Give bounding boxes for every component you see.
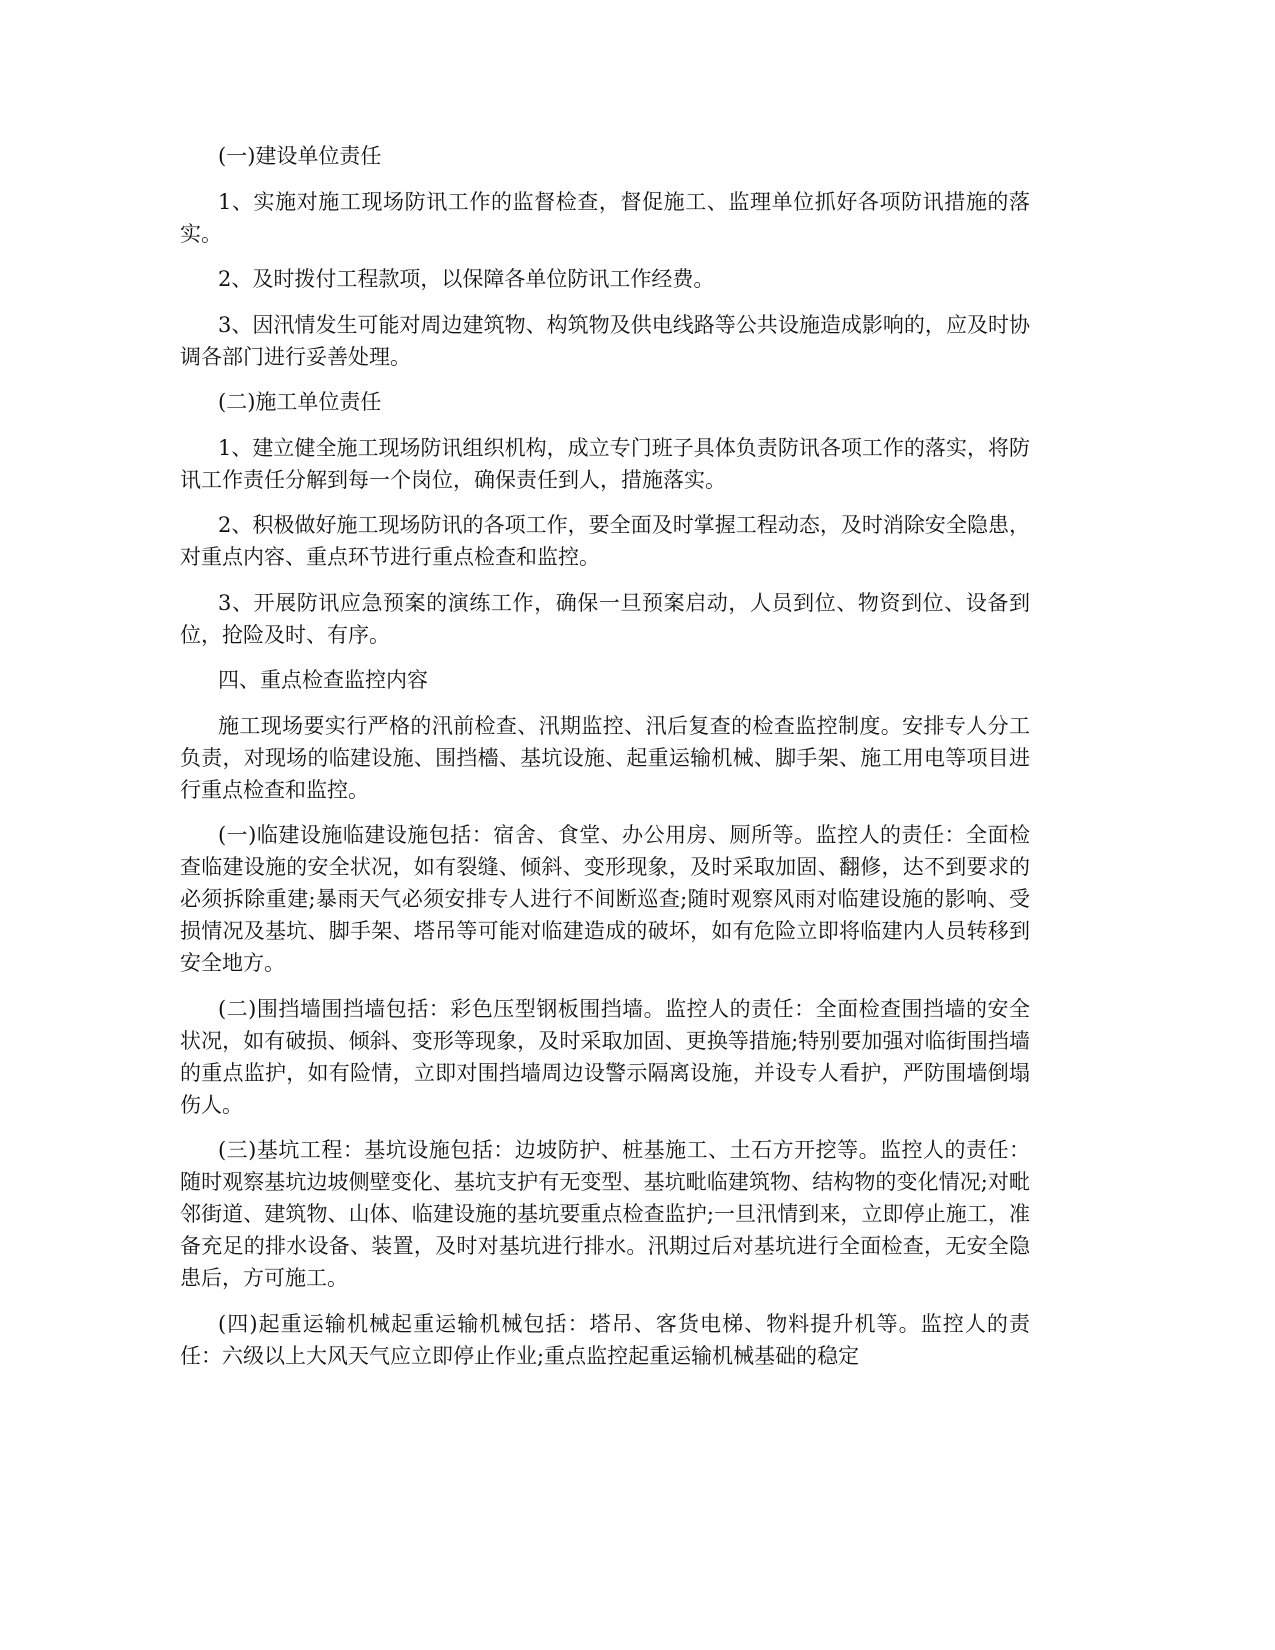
paragraph: (四)起重运输机械起重运输机械包括：塔吊、客货电梯、物料提升机等。监控人的责任：六级以上大风天气应立即停止作业;重点监控起重运输机械基础的稳定 bbox=[180, 1311, 1030, 1368]
paragraph: 3、因汛情发生可能对周边建筑物、构筑物及供电线路等公共设施造成影响的，应及时协调各部门进行妥善处理。 bbox=[180, 312, 1030, 369]
paragraph: 2、及时拨付工程款项，以保障各单位防讯工作经费。 bbox=[218, 267, 715, 291]
paragraph: 施工现场要实行严格的汛前检查、汛期监控、汛后复查的检查监控制度。安排专人分工负责，对现场的临建设施、围挡檣、基坑设施、起重运输机械、脚手架、施工用电等项目进行重点检查和监控。 bbox=[180, 713, 1030, 802]
section-heading-construction-unit: (一)建设单位责任 bbox=[218, 144, 382, 168]
paragraph: 3、开展防讯应急预案的演练工作，确保一旦预案启动，人员到位、物资到位、设备到位，抢险及时、有序。 bbox=[180, 590, 1030, 647]
paragraph: (一)临建设施临建设施包括：宿舍、食堂、办公用房、厕所等。监控人的责任：全面检查临建设施的安全状况，如有裂缝、倾斜、变形现象，及时采取加固、翻修，达不到要求的必须拆除重建;暴雨天气必须安排专人进行不间断巡查;随时观察风雨对临建设施的影响、受损情况及基坑、脚手架、塔吊等可能对临建造成的破坏，如有危险立即将临建内人员转移到安全地方。 bbox=[180, 823, 1030, 975]
paragraph: 2、积极做好施工现场防讯的各项工作，要全面及时掌握工程动态，及时消除安全隐患，对重点内容、重点环节进行重点检查和监控。 bbox=[180, 513, 1030, 569]
paragraph: 1、实施对施工现场防讯工作的监督检查，督促施工、监理单位抓好各项防讯措施的落实。 bbox=[180, 189, 1030, 246]
paragraph: (三)基坑工程：基坑设施包括：边坡防护、桩基施工、土石方开挖等。监控人的责任：随时观察基坑边坡侧壁变化、基坑支护有无变型、基坑毗临建筑物、结构物的变化情况;对毗邻街道、建筑物、山体、临建设施的基坑要重点检查监护;一旦汛情到来，立即停止施工，准备充足的排水设备、装置，及时对基坑进行排水。汛期过后对基坑进行全面检查，无安全隐患后，方可施工。 bbox=[180, 1138, 1030, 1290]
paragraph: 1、建立健全施工现场防讯组织机构，成立专门班子具体负责防讯各项工作的落实，将防讯工作责任分解到每一个岗位，确保责任到人，措施落实。 bbox=[180, 435, 1030, 492]
section-heading-inspection: 四、重点检查监控内容 bbox=[218, 668, 428, 692]
section-heading-contractor: (二)施工单位责任 bbox=[218, 390, 382, 414]
paragraph: (二)围挡墙围挡墙包括：彩色压型钢板围挡墙。监控人的责任：全面检查围挡墙的安全状况，如有破损、倾斜、变形等现象，及时采取加固、更换等措施;特别要加强对临街围挡墙的重点监护，如有险情，立即对围挡墙周边设警示隔离设施，并设专人看护，严防围墙倒塌伤人。 bbox=[180, 996, 1030, 1117]
document-page bbox=[180, 140, 1030, 1385]
